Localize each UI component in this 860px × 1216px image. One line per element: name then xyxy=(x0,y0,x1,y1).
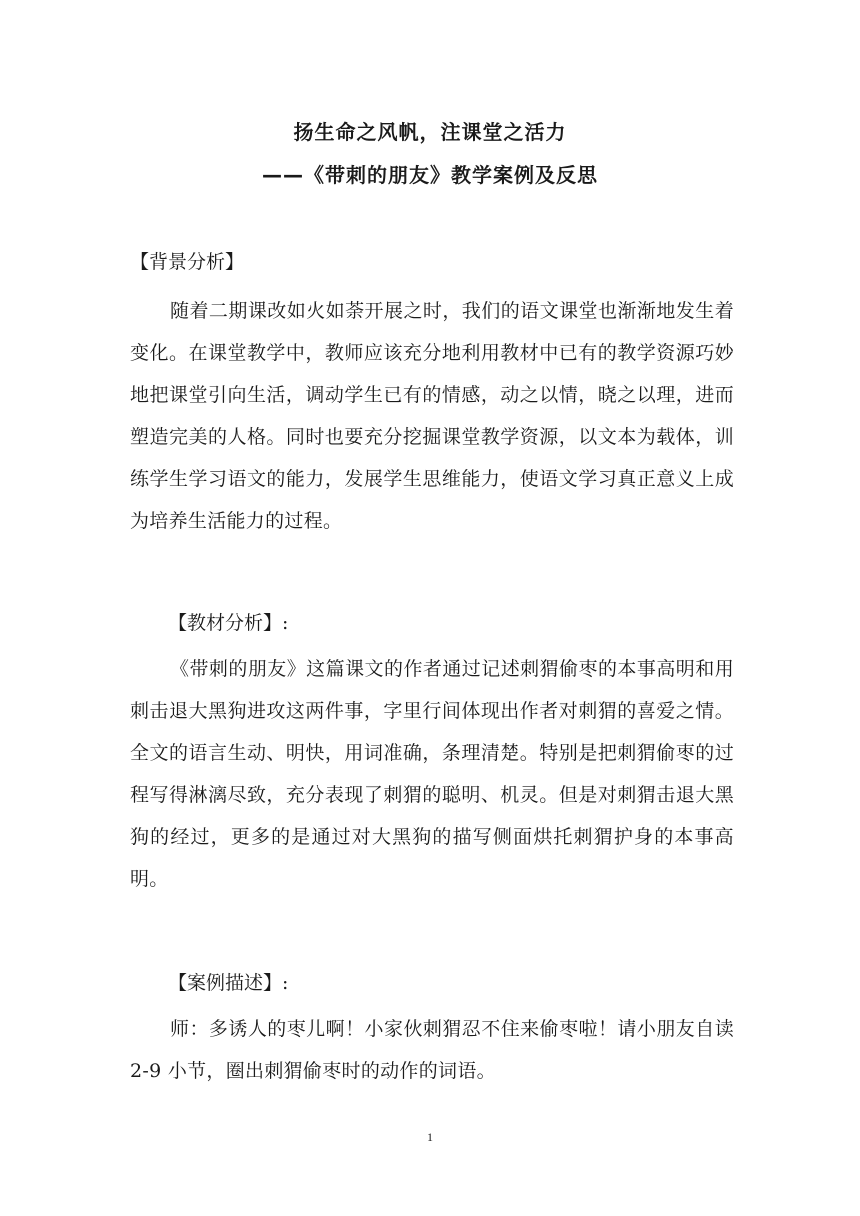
section-heading-background: 【背景分析】 xyxy=(130,251,245,273)
paragraph-material: 《带刺的朋友》这篇课文的作者通过记述刺猬偷枣的本事高明和用刺击退大黑狗进攻这两件事，字里行间体现出作者对刺猬的喜爱之情。全文的语言生动、明快，用词准确，条理清楚。特别是把刺猬偷枣的过程写得淋漓尽致，充分表现了刺猬的聪明、机灵。但是对刺猬击退大黑狗的经过，更多的是通过对大黑狗的描写侧面烘托刺猬护身的本事高明。 xyxy=(130,658,734,890)
paragraph-case: 师：多诱人的枣儿啊！小家伙刺猬忍不住来偷枣啦！请小朋友自读 2-9 小节，圈出刺猬偷枣时的动作的词语。 xyxy=(130,1018,734,1082)
document-subtitle: ——《带刺的朋友》教学案例及反思 xyxy=(262,163,598,187)
paragraph-background: 随着二期课改如火如荼开展之时，我们的语文课堂也渐渐地发生着变化。在课堂教学中，教师应该充分地利用教材中已有的教学资源巧妙地把课堂引向生活，调动学生已有的情感，动之以情，晓之以理，进而塑造完美的人格。同时也要充分挖掘课堂教学资源，以文本为载体，训练学生学习语文的能力，发展学生思维能力，使语文学习真正意义上成为培养生活能力的过程。 xyxy=(130,300,734,532)
page-number: 1 xyxy=(427,1130,433,1144)
section-heading-case: 【案例描述】: xyxy=(168,972,289,994)
section-heading-material: 【教材分析】: xyxy=(168,612,289,634)
document-title: 扬生命之风帆，注课堂之活力 xyxy=(293,120,567,144)
